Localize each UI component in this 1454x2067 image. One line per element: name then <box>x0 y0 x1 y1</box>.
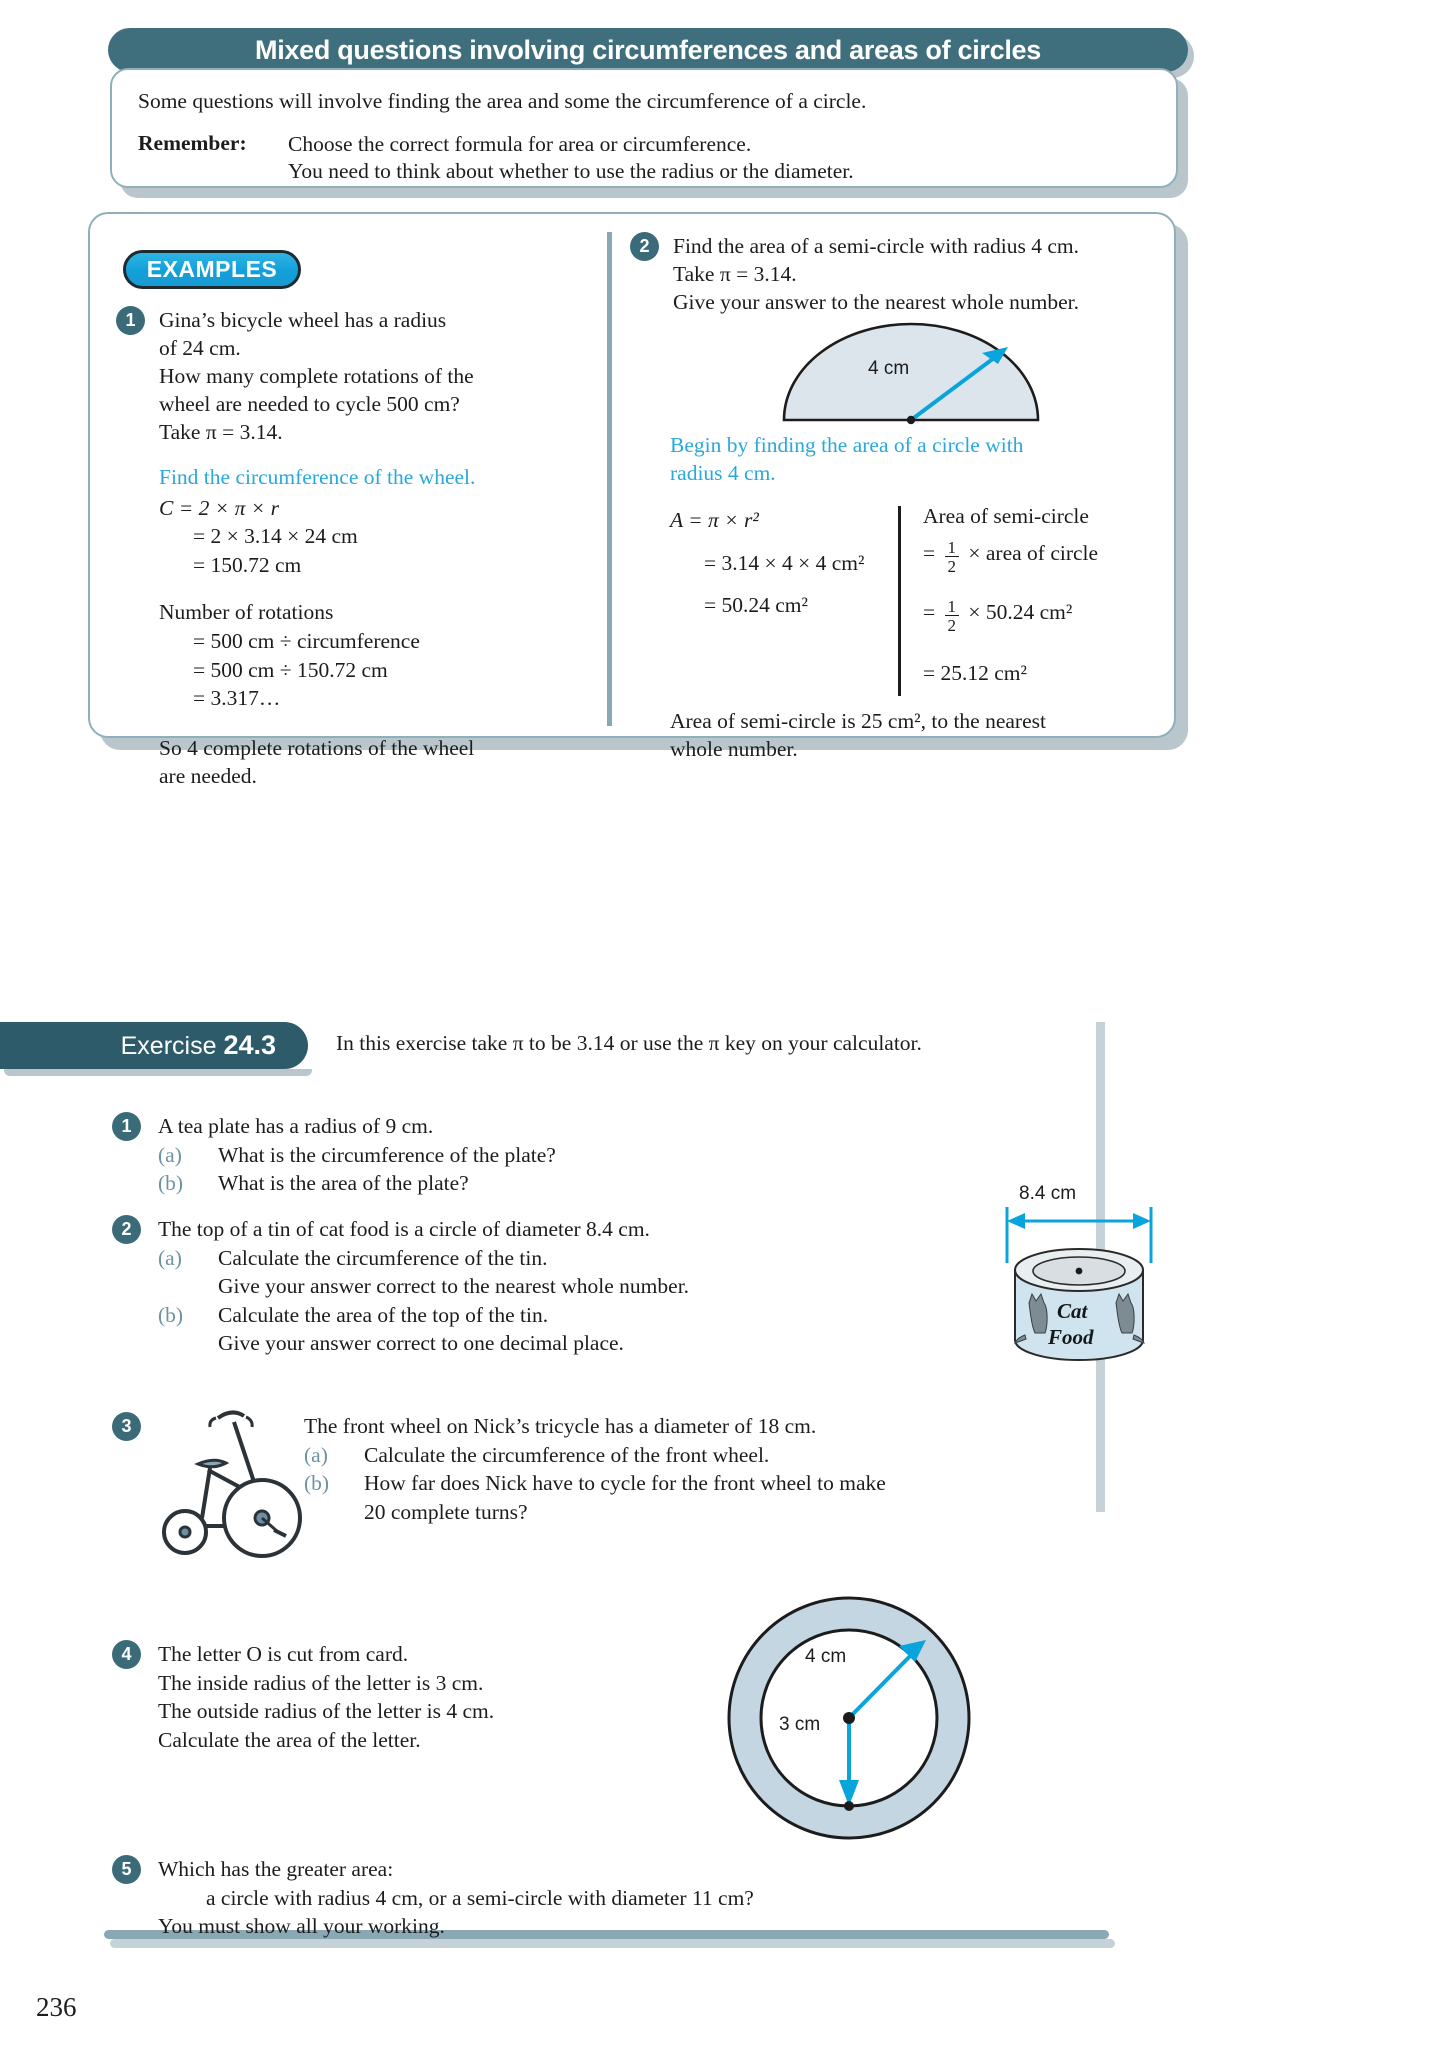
tin-label-line-2: Food <box>1048 1325 1094 1349</box>
fraction-denominator: 2 <box>947 616 957 636</box>
working-line: C = 2 × π × r <box>159 495 280 520</box>
semicircle-area-step-2 <box>923 598 1161 635</box>
question-part <box>304 1441 886 1470</box>
stem-line-3: You must show all your working. <box>158 1914 445 1939</box>
intro-box <box>110 68 1178 188</box>
hint-line-2: radius 4 cm. <box>670 460 776 485</box>
exercise-label <box>121 1030 276 1061</box>
part-text-line-1: Calculate the area of the top of the tin. <box>218 1302 549 1327</box>
question-5-body <box>158 1855 754 1941</box>
semicircle-figure <box>776 320 1046 428</box>
question-part <box>158 1301 689 1358</box>
semicircle-area-title: Area of semi-circle <box>923 504 1089 528</box>
question-5-number: 5 <box>112 1855 141 1884</box>
example-1-header <box>116 306 596 447</box>
working-line: = 500 cm ÷ circumference <box>193 629 420 653</box>
stem-line-3: How many complete rotations of the <box>159 363 474 388</box>
stem-line-2: Take π = 3.14. <box>673 261 797 286</box>
part-text: What is the circumference of the plate? <box>218 1142 556 1167</box>
half-fraction <box>945 539 960 576</box>
intro-panel <box>110 68 1188 198</box>
semicircle-area-step-1 <box>923 539 1161 576</box>
stem-line-3: The outside radius of the letter is 4 cm. <box>158 1699 495 1724</box>
question-2 <box>112 1215 892 1358</box>
part-text: What is the area of the plate? <box>218 1171 469 1196</box>
exercise-band-shadow <box>4 1069 312 1076</box>
intro-line: Some questions will involve finding the area and some the circumference of a circle. <box>138 89 867 113</box>
examples-badge <box>123 250 301 289</box>
question-4 <box>112 1640 672 1754</box>
example-1 <box>116 306 596 791</box>
part-label: (a) <box>304 1442 328 1467</box>
example-2-number: 2 <box>630 232 659 261</box>
stem-line-3: Give your answer to the nearest whole number. <box>673 289 1079 314</box>
part-label: (a) <box>158 1142 182 1167</box>
example-1-hint: Find the circumference of the wheel. <box>159 464 476 489</box>
outer-radius-label: 4 cm <box>805 1646 847 1667</box>
column-divider <box>607 232 612 726</box>
remember-row <box>138 131 1150 186</box>
conclusion-line-2: whole number. <box>670 736 798 761</box>
working-title: Number of rotations <box>159 600 334 625</box>
working-line: = 150.72 cm <box>193 552 302 577</box>
question-part <box>304 1469 886 1526</box>
remember-line-1: Choose the correct formula for area or circumference. <box>288 131 752 156</box>
fraction-denominator: 2 <box>947 557 957 576</box>
example-1-stem <box>159 306 474 447</box>
hint-line-1: Begin by finding the area of a circle with <box>670 433 1024 457</box>
part-text-line-1: How far does Nick have to cycle for the front wheel to make <box>364 1471 886 1496</box>
cat-food-tin-figure <box>985 1185 1185 1370</box>
question-1 <box>112 1112 872 1198</box>
stem-line-1: Gina’s bicycle wheel has a radius <box>159 308 447 332</box>
part-text-line-2: 20 complete turns? <box>364 1499 528 1524</box>
example-2-stem <box>673 232 1079 317</box>
example-2-semicircle-area <box>901 504 1161 696</box>
heading-bar <box>108 28 1188 72</box>
exercise-header <box>0 1022 922 1078</box>
example-1-number: 1 <box>116 306 145 335</box>
remember-line-2: You need to think about whether to use the radius or the diameter. <box>288 159 854 184</box>
question-2-body <box>158 1215 689 1358</box>
part-text-line-2: Give your answer correct to the nearest whole number. <box>218 1274 690 1299</box>
example-2-working <box>630 504 1170 696</box>
conclusion-line-1: Area of semi-circle is 25 cm², to the nearest <box>670 709 1046 733</box>
question-3-number: 3 <box>112 1412 141 1441</box>
working-line: A = π × r² <box>670 508 759 532</box>
tin-diameter-label: 8.4 cm <box>1019 1183 1077 1204</box>
stem-line-1: Which has the greater area: <box>158 1857 394 1881</box>
stem-line-4: Calculate the area of the letter. <box>158 1727 421 1752</box>
exercise-number: 24.3 <box>223 1030 276 1060</box>
exercise-word: Exercise <box>120 1032 217 1060</box>
question-1-number: 1 <box>112 1112 141 1141</box>
inner-radius-label: 3 cm <box>779 1714 821 1735</box>
question-5 <box>112 1855 932 1941</box>
semicircle-area-step-3: = 25.12 cm² <box>923 661 1027 686</box>
examples-badge-label: EXAMPLES <box>146 256 278 282</box>
working-line: = 3.14 × 4 × 4 cm² <box>704 550 865 575</box>
stem-line-2: a circle with radius 4 cm, or a semi-circle with diameter 11 cm? <box>206 1885 754 1910</box>
working-line: = 50.24 cm² <box>704 593 808 618</box>
question-part <box>158 1244 689 1301</box>
question-part <box>158 1141 556 1170</box>
stem-line-4: wheel are needed to cycle 500 cm? <box>159 391 460 416</box>
examples-box <box>88 212 1176 788</box>
stem-line-5: Take π = 3.14. <box>159 419 283 444</box>
stem-line-2: of 24 cm. <box>159 335 241 360</box>
example-1-conclusion <box>159 735 596 791</box>
exercise-band <box>0 1022 308 1069</box>
equals-sign: = <box>923 541 936 566</box>
question-stem: The top of a tin of cat food is a circle of diameter 8.4 cm. <box>158 1217 650 1241</box>
page-title: Mixed questions involving circumferences and areas of circles <box>255 34 1041 65</box>
question-3-body <box>112 1412 886 1526</box>
part-text <box>218 1301 689 1358</box>
working-line: = 2 × 3.14 × 24 cm <box>193 524 358 549</box>
part-text: Calculate the circumference of the front wheel. <box>364 1442 770 1467</box>
stem-line-1: Find the area of a semi-circle with radius 4 cm. <box>673 234 1079 258</box>
step-2-suffix: × 50.24 cm² <box>968 600 1073 625</box>
working-line: = 3.317… <box>193 686 281 711</box>
part-text-line-2: Give your answer correct to one decimal place. <box>218 1331 624 1356</box>
semicircle-radius-label: 4 cm <box>868 358 910 379</box>
question-part <box>158 1169 556 1198</box>
question-4-body <box>158 1640 494 1754</box>
working-line: = 500 cm ÷ 150.72 cm <box>193 657 388 682</box>
remember-label: Remember: <box>138 130 247 155</box>
question-2-number: 2 <box>112 1215 141 1244</box>
fraction-numerator: 1 <box>945 539 960 557</box>
fraction-numerator: 1 <box>945 598 960 616</box>
conclusion-line-2: are needed. <box>159 763 257 788</box>
example-1-working-1 <box>159 494 596 580</box>
part-text-line-1: Calculate the circumference of the tin. <box>218 1245 548 1270</box>
question-3 <box>112 1412 1072 1526</box>
letter-o-figure <box>723 1592 975 1844</box>
conclusion-line-1: So 4 complete rotations of the wheel <box>159 735 475 760</box>
question-1-body <box>158 1112 556 1198</box>
tin-label-line-1: Cat <box>1057 1299 1088 1323</box>
example-2-conclusion <box>670 708 1170 764</box>
part-label: (b) <box>158 1171 184 1196</box>
step-1-suffix: × area of circle <box>968 541 1099 566</box>
question-4-number: 4 <box>112 1640 141 1669</box>
example-2-circle-area <box>630 504 898 696</box>
example-2-hint <box>670 432 1150 488</box>
part-label: (b) <box>304 1471 330 1496</box>
question-stem: The front wheel on Nick’s tricycle has a diameter of 18 cm. <box>304 1414 817 1438</box>
examples-panel <box>88 212 1188 788</box>
equals-sign: = <box>923 600 936 625</box>
part-text <box>218 1244 689 1301</box>
stem-line-1: The letter O is cut from card. <box>158 1642 409 1666</box>
exercise-note: In this exercise take π to be 3.14 or use the π key on your calculator. <box>336 1031 922 1055</box>
page-number: 236 <box>36 1992 77 2022</box>
example-1-working-2 <box>159 598 596 712</box>
part-text <box>364 1469 886 1526</box>
example-2 <box>630 232 1170 761</box>
part-label: (a) <box>158 1245 182 1270</box>
question-stem: A tea plate has a radius of 9 cm. <box>158 1114 434 1138</box>
example-2-header <box>630 232 1170 317</box>
stem-line-2: The inside radius of the letter is 3 cm. <box>158 1670 484 1695</box>
remember-body <box>288 131 854 186</box>
part-label: (b) <box>158 1302 184 1327</box>
half-fraction <box>945 598 960 635</box>
